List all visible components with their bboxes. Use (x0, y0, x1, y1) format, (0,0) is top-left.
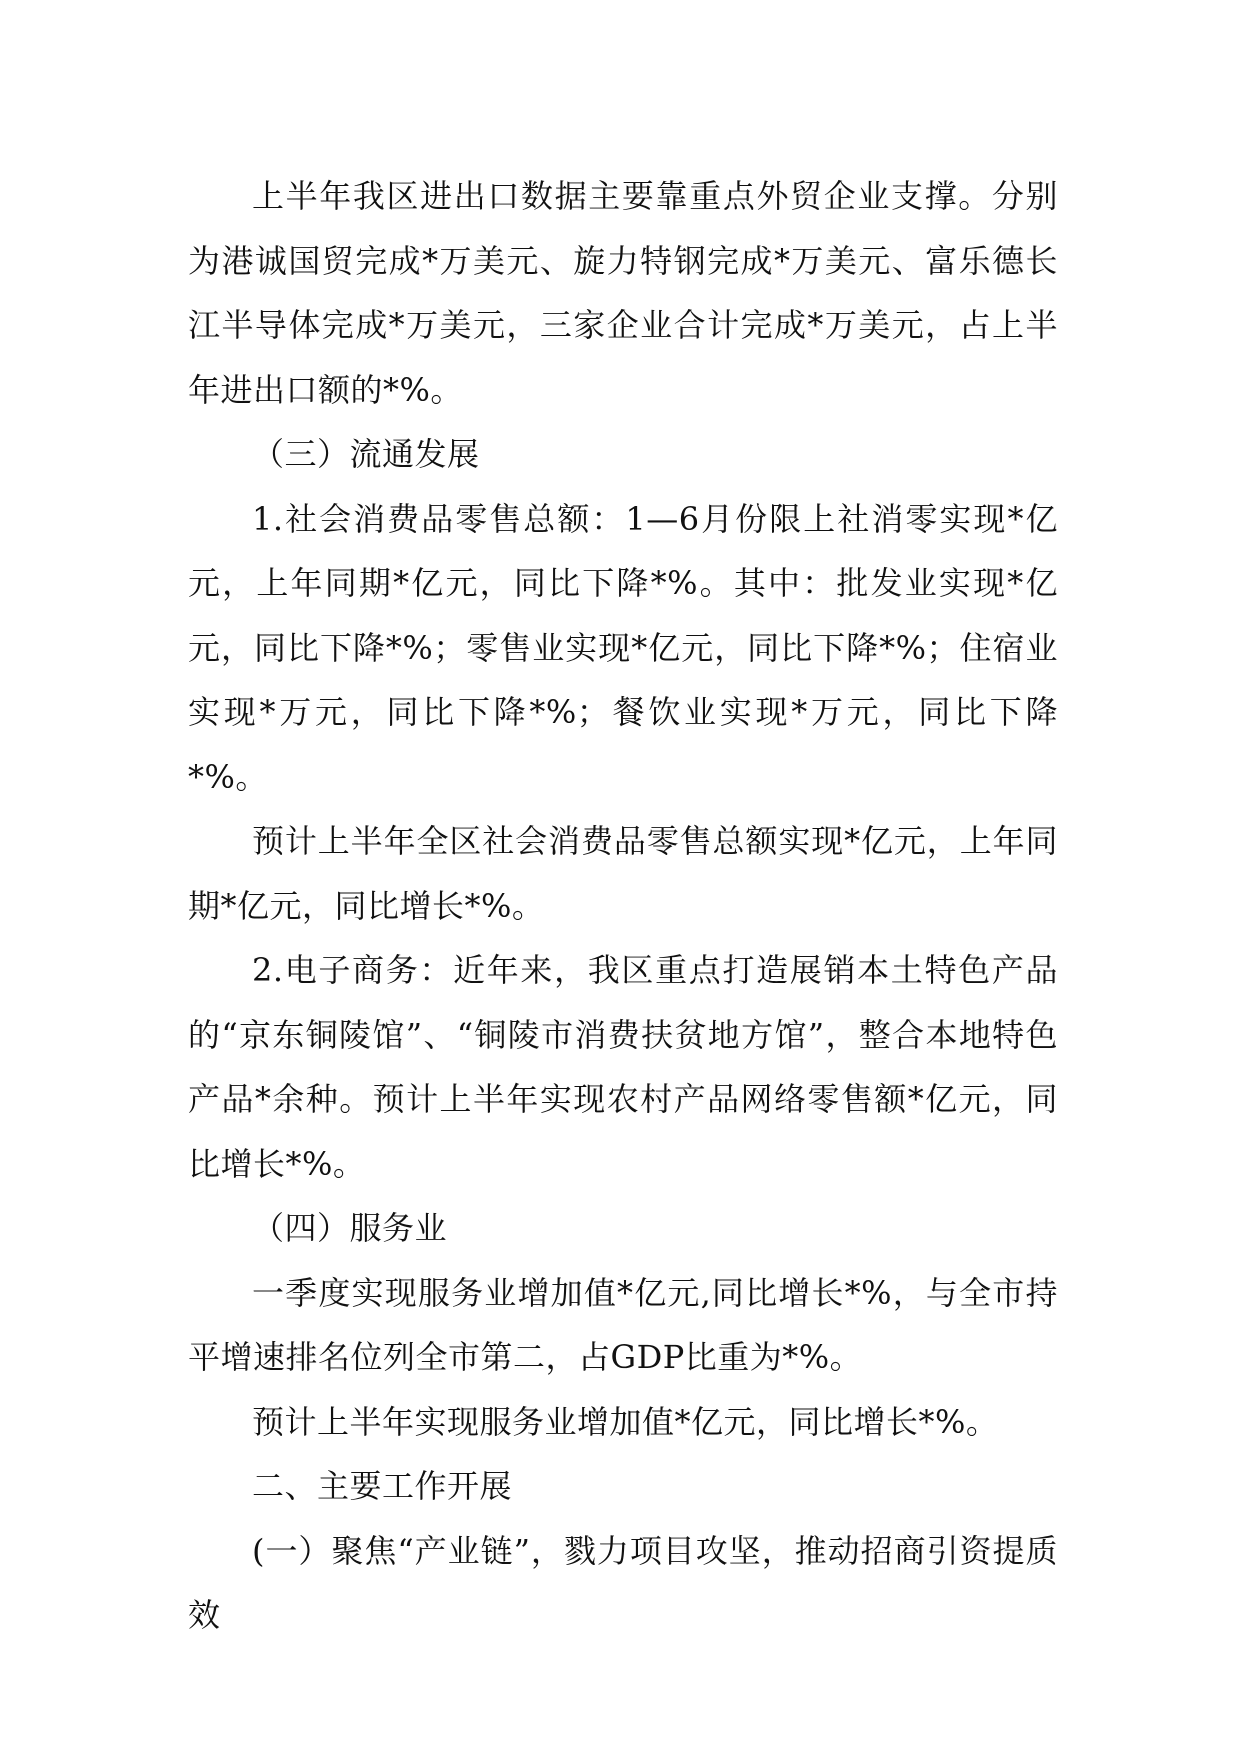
section-heading-main-work: 二、主要工作开展 (252, 1467, 513, 1505)
subheading-industry-chain: (一）聚焦“产业链”，戮力项目攻坚，推动招商引资提质效 (188, 1531, 1058, 1634)
paragraph-foreign-trade: 上半年我区进出口数据主要靠重点外贸企业支撑。分别为港诚国贸完成*万美元、旋力特钢完成*万美元、富乐德长江半导体完成*万美元，三家企业合计完成*万美元，占上半年进出口额的*%。 (188, 177, 1058, 409)
paragraph-retail-sales: 1.社会消费品零售总额：1—6月份限上社消零实现*亿元，上年同期*亿元，同比下降*%。其中：批发业实现*亿元，同比下降*%；零售业实现*亿元，同比下降*%；住宿业实现*万元，同比下降*%；餐饮业实现*万元，同比下降*%。 (188, 499, 1058, 796)
paragraph-services-q1: 一季度实现服务业增加值*亿元,同比增长*%，与全市持平增速排名位列全市第二，占GDP比重为*%。 (188, 1273, 1058, 1376)
paragraph-services-forecast: 预计上半年实现服务业增加值*亿元，同比增长*%。 (252, 1402, 999, 1441)
section-heading-circulation: （三）流通发展 (252, 435, 480, 473)
paragraph-e-commerce: 2.电子商务：近年来，我区重点打造展销本土特色产品的“京东铜陵馆”、“铜陵市消费扶贫地方馆”，整合本地特色产品*余种。预计上半年实现农村产品网络零售额*亿元，同比增长*%。 (188, 951, 1058, 1183)
section-heading-services: （四）服务业 (252, 1209, 448, 1247)
document-page (188, 164, 1058, 1648)
paragraph-retail-forecast: 预计上半年全区社会消费品零售总额实现*亿元，上年同期*亿元，同比增长*%。 (188, 822, 1058, 925)
